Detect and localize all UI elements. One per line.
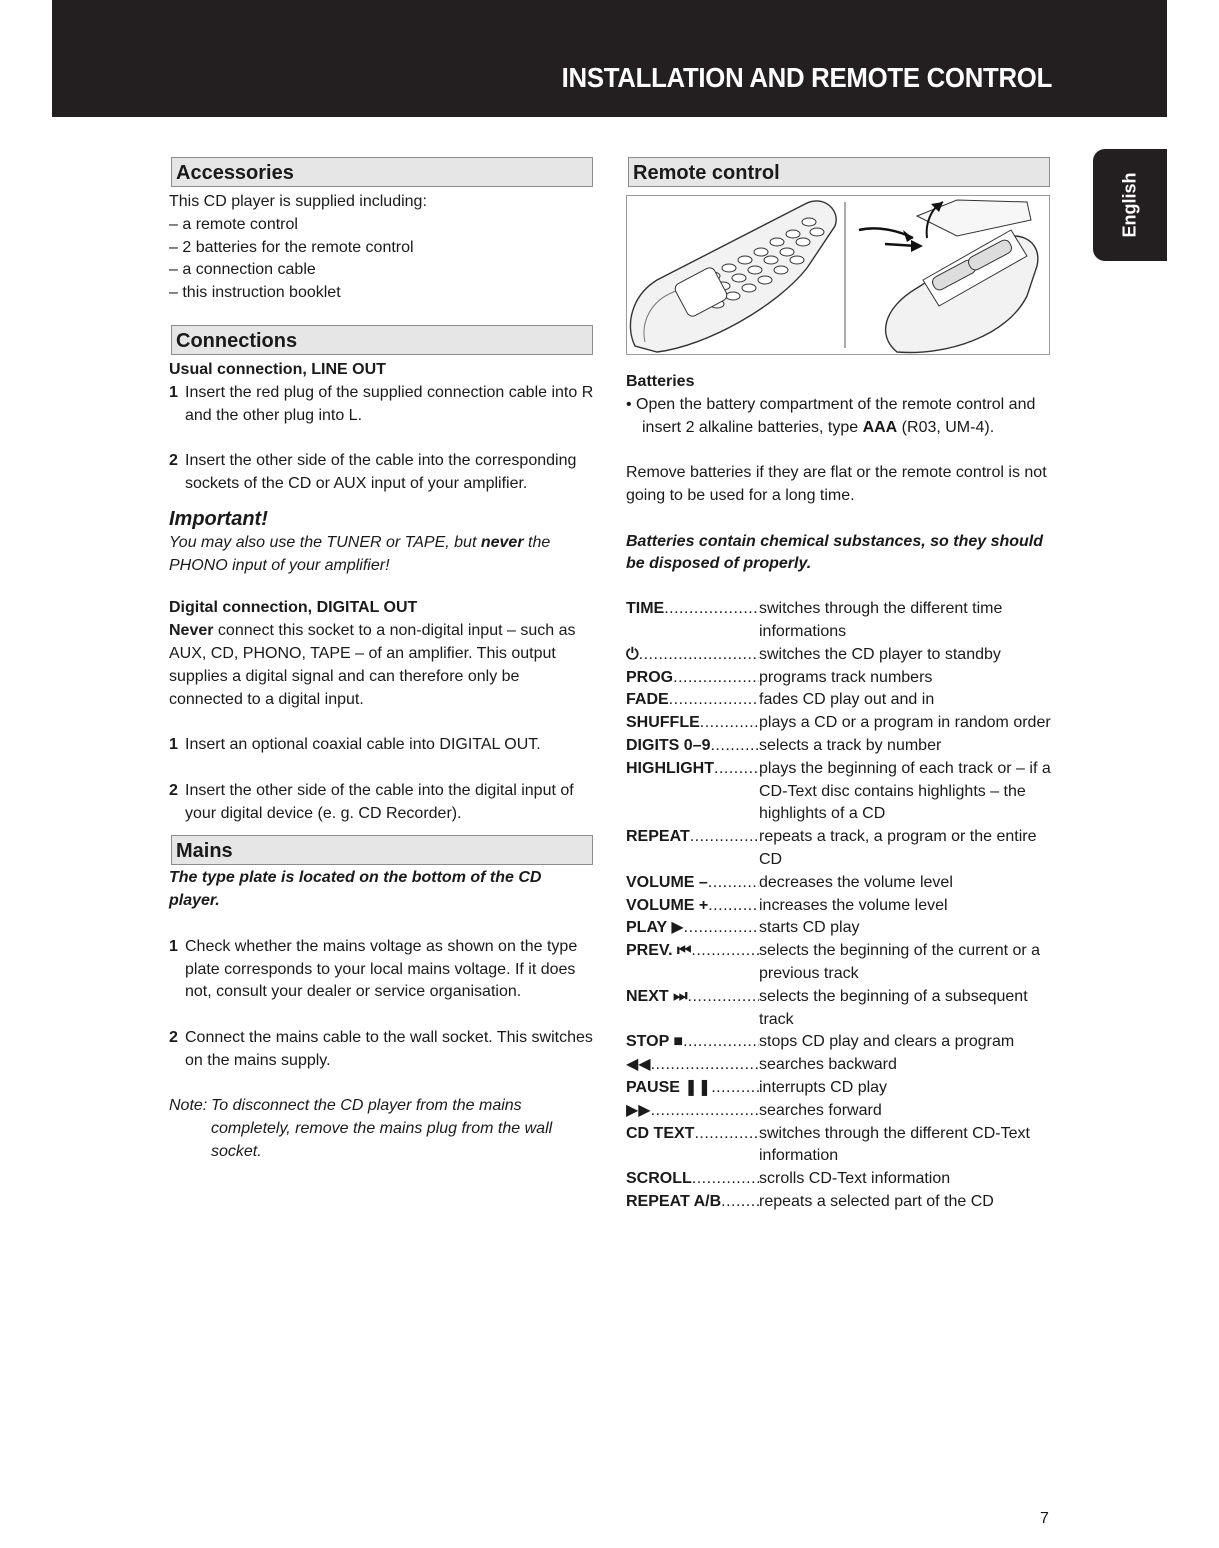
connections-heading: Connections bbox=[171, 325, 593, 355]
accessories-heading: Accessories bbox=[171, 157, 593, 187]
key-name: TIME ..... bbox=[626, 598, 759, 644]
list-item: – a remote control bbox=[169, 215, 298, 233]
accessories-intro: This CD player is supplied including: bbox=[169, 193, 427, 210]
key-row bbox=[626, 895, 1052, 918]
key-name: DIGITS 0–9 ..... bbox=[626, 735, 759, 758]
key-name: ⏻ ..... bbox=[626, 644, 759, 667]
key-description: decreases the volume level bbox=[759, 873, 953, 891]
key-name: PREV. ⏮ ..... bbox=[626, 940, 759, 986]
remove-batteries-text: Remove batteries if they are flat or the remote control is not going to be used for a long time. bbox=[626, 464, 1047, 504]
key-row bbox=[626, 758, 1052, 826]
important-text: You may also use the TUNER or TAPE, but never the PHONO input of your amplifier! bbox=[169, 533, 551, 574]
key-row bbox=[626, 872, 1052, 895]
key-description: switches through the different CD-Text information bbox=[759, 1124, 1030, 1165]
left-column bbox=[169, 157, 595, 1164]
key-row bbox=[626, 1031, 1052, 1054]
key-row bbox=[626, 1168, 1052, 1191]
step: 1 Insert an optional coaxial cable into DIGITAL OUT. bbox=[169, 736, 541, 754]
mains-heading: Mains bbox=[171, 835, 593, 865]
batteries-title: Batteries bbox=[626, 373, 695, 390]
page-number: 7 bbox=[1040, 1510, 1049, 1527]
key-row bbox=[626, 667, 1052, 690]
type-plate-text: The type plate is located on the bottom of the CD player. bbox=[169, 869, 542, 910]
key-description: selects the beginning of a subsequent track bbox=[759, 987, 1028, 1028]
key-description: interrupts CD play bbox=[759, 1078, 888, 1096]
header-bar bbox=[52, 0, 1167, 117]
key-description: scrolls CD-Text information bbox=[759, 1170, 951, 1188]
key-row bbox=[626, 644, 1052, 667]
key-description: programs track numbers bbox=[759, 668, 933, 686]
digital-warning: Never connect this socket to a non-digital input – such as AUX, CD, PHONO, TAPE – of an amplifier. This output supplies a digital signal and can therefore only be connected to a digital input. bbox=[169, 622, 576, 708]
step: 2 Insert the other side of the cable into the digital input of your digital device (e. g. CD Recorder). bbox=[169, 781, 574, 822]
key-row bbox=[626, 1100, 1052, 1123]
key-row bbox=[626, 917, 1052, 940]
key-description: starts CD play bbox=[759, 919, 860, 937]
key-row bbox=[626, 1054, 1052, 1077]
language-label: English bbox=[1119, 172, 1140, 238]
remote-illustration bbox=[626, 195, 1050, 355]
key-name: ▶▶ ..... bbox=[626, 1100, 759, 1123]
key-name: PLAY ▶ ..... bbox=[626, 917, 759, 940]
key-row bbox=[626, 1191, 1052, 1214]
list-item: – this instruction booklet bbox=[169, 284, 341, 302]
page-title: INSTALLATION AND REMOTE CONTROL bbox=[561, 62, 1052, 93]
key-name: HIGHLIGHT ..... bbox=[626, 758, 759, 826]
key-description: switches the CD player to standby bbox=[759, 645, 1001, 663]
step: 1 Check whether the mains voltage as shown on the type plate corresponds to your local mains voltage. If it does not, consult your dealer or service organisation. bbox=[169, 937, 578, 1001]
step: 2 Connect the mains cable to the wall socket. This switches on the mains supply. bbox=[169, 1028, 593, 1069]
language-tab bbox=[1093, 149, 1167, 261]
usual-connection-title: Usual connection, LINE OUT bbox=[169, 360, 386, 378]
digital-connection-title: Digital connection, DIGITAL OUT bbox=[169, 599, 418, 617]
key-name: VOLUME – ..... bbox=[626, 872, 759, 895]
remote-key-list bbox=[626, 598, 1052, 1214]
batteries-instruction: • Open the battery compartment of the remote control and insert 2 alkaline batteries, type AAA (R03, UM-4). bbox=[626, 395, 1036, 436]
key-name: FADE ..... bbox=[626, 689, 759, 712]
step: 1 Insert the red plug of the supplied connection cable into R and the other plug into L. bbox=[169, 383, 594, 424]
key-row bbox=[626, 1123, 1052, 1169]
key-name: VOLUME + ..... bbox=[626, 895, 759, 918]
key-description: switches through the different time informations bbox=[759, 600, 1003, 640]
right-column bbox=[626, 157, 1052, 1214]
key-description: repeats a track, a program or the entire CD bbox=[759, 828, 1037, 868]
key-name: SCROLL ..... bbox=[626, 1168, 759, 1191]
key-description: selects the beginning of the current or a previous track bbox=[759, 942, 1041, 982]
remote-control-heading: Remote control bbox=[628, 157, 1050, 187]
key-row bbox=[626, 598, 1052, 644]
step: 2 Insert the other side of the cable into the corresponding sockets of the CD or AUX input of your amplifier. bbox=[169, 452, 577, 492]
remote-control-illustration bbox=[627, 196, 1049, 354]
key-row bbox=[626, 986, 1052, 1032]
key-name: PAUSE ❚❚ ..... bbox=[626, 1077, 759, 1100]
key-name: SHUFFLE ..... bbox=[626, 712, 759, 735]
key-name: REPEAT A/B ..... bbox=[626, 1191, 759, 1214]
key-row bbox=[626, 712, 1052, 735]
key-name: ◀◀ ..... bbox=[626, 1054, 759, 1077]
key-row bbox=[626, 735, 1052, 758]
list-item: – a connection cable bbox=[169, 261, 316, 279]
key-description: stops CD play and clears a program bbox=[759, 1033, 1015, 1051]
key-row bbox=[626, 940, 1052, 986]
key-name: CD TEXT ..... bbox=[626, 1123, 759, 1169]
key-description: repeats a selected part of the CD bbox=[759, 1192, 994, 1210]
note: Note: To disconnect the CD player from the mains completely, remove the mains plug from the wall socket. bbox=[169, 1097, 553, 1160]
key-description: increases the volume level bbox=[759, 896, 948, 914]
key-description: searches backward bbox=[759, 1056, 897, 1074]
key-name: STOP ■ ..... bbox=[626, 1031, 759, 1054]
key-name: NEXT ⏭ ..... bbox=[626, 986, 759, 1032]
accessories-list bbox=[169, 214, 595, 305]
key-description: searches forward bbox=[759, 1101, 882, 1119]
key-row bbox=[626, 689, 1052, 712]
key-description: selects a track by number bbox=[759, 736, 942, 754]
key-description: fades CD play out and in bbox=[759, 691, 935, 709]
key-description: plays the beginning of each track or – if a CD-Text disc contains highlights – the highlights of a CD bbox=[759, 759, 1051, 823]
key-description: plays a CD or a program in random order bbox=[759, 714, 1051, 732]
key-row bbox=[626, 826, 1052, 872]
key-row bbox=[626, 1077, 1052, 1100]
key-name: PROG ..... bbox=[626, 667, 759, 690]
batteries-warning: Batteries contain chemical substances, so they should be disposed of properly. bbox=[626, 532, 1044, 573]
key-name: REPEAT ..... bbox=[626, 826, 759, 872]
list-item: – 2 batteries for the remote control bbox=[169, 238, 414, 256]
important-title: Important! bbox=[169, 507, 268, 530]
